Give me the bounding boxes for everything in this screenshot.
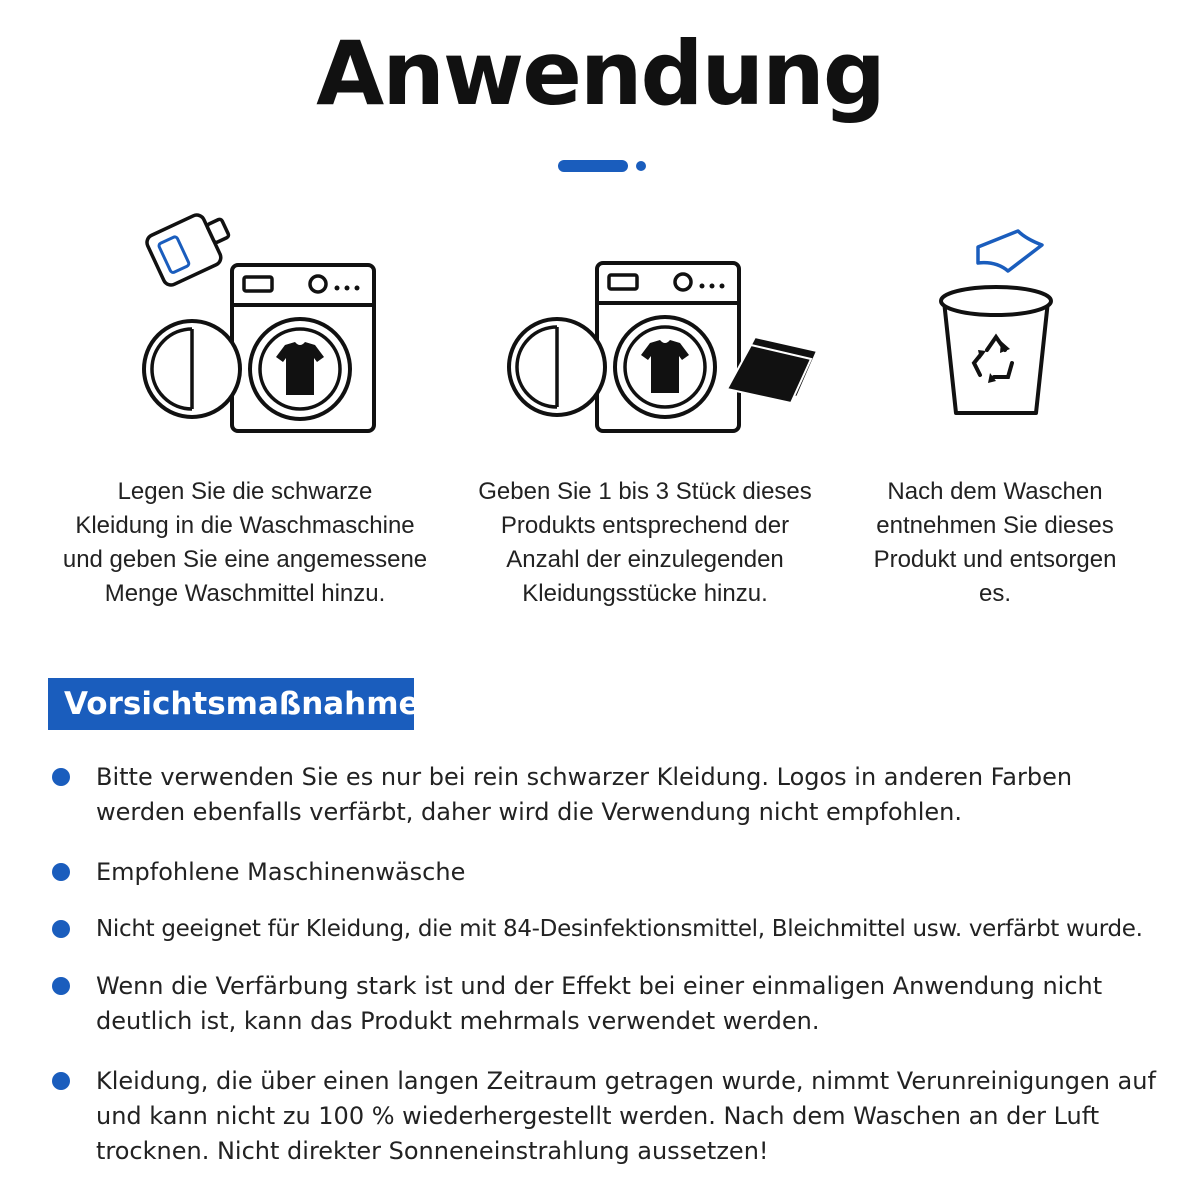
recycle-bin-icon [930,225,1065,425]
washing-machine-sheet-icon [505,255,825,440]
accent-dot [636,161,646,171]
bullet-dot [52,768,70,786]
step-2-text: Geben Sie 1 bis 3 Stück dieses Produkts entsprechend der Anzahl der einzulegenden Kleidungsstücke hinzu. [478,478,812,607]
precaution-item: Wenn die Verfärbung stark ist und der Effekt bei einer einmaligen Anwendung nicht deutlich ist, kann das Produkt mehrmals verwendet werden. [48,969,1178,1041]
precaution-item: Nicht geeignet für Kleidung, die mit 84-Desinfektionsmittel, Bleichmittel usw. verfärbt wurde. [48,912,1178,948]
accent-bar [558,160,628,172]
bullet-dot [52,977,70,995]
bullet-dot [52,863,70,881]
precautions-heading: Vorsichtsmaßnahmen [48,678,414,730]
washing-machine-detergent-icon [140,205,390,440]
precaution-item: Bitte verwenden Sie es nur bei rein schwarzer Kleidung. Logos in anderen Farben werden ebenfalls verfärbt, daher wird die Verwendung nicht empfohlen. [48,760,1178,832]
page-title: Anwendung [316,22,884,125]
title-accent-divider [558,160,650,172]
precaution-item: Kleidung, die über einen langen Zeitraum getragen wurde, nimmt Verunreinigungen auf und kann nicht zu 100 % wiederhergestellt werden. Nach dem Waschen an der Luft trocknen. Nicht direkter Sonneneinstrahlung aussetzen! [48,1064,1178,1172]
bullet-dot [52,920,70,938]
step-1-text: Legen Sie die schwarze Kleidung in die Waschmaschine und geben Sie eine angemessene Menge Waschmittel hinzu. [62,478,428,607]
precaution-item: Empfohlene Maschinenwäsche [48,855,1178,891]
bullet-dot [52,1072,70,1090]
step-3-text: Nach dem Waschen entnehmen Sie dieses Produkt und entsorgen es. [873,478,1117,607]
